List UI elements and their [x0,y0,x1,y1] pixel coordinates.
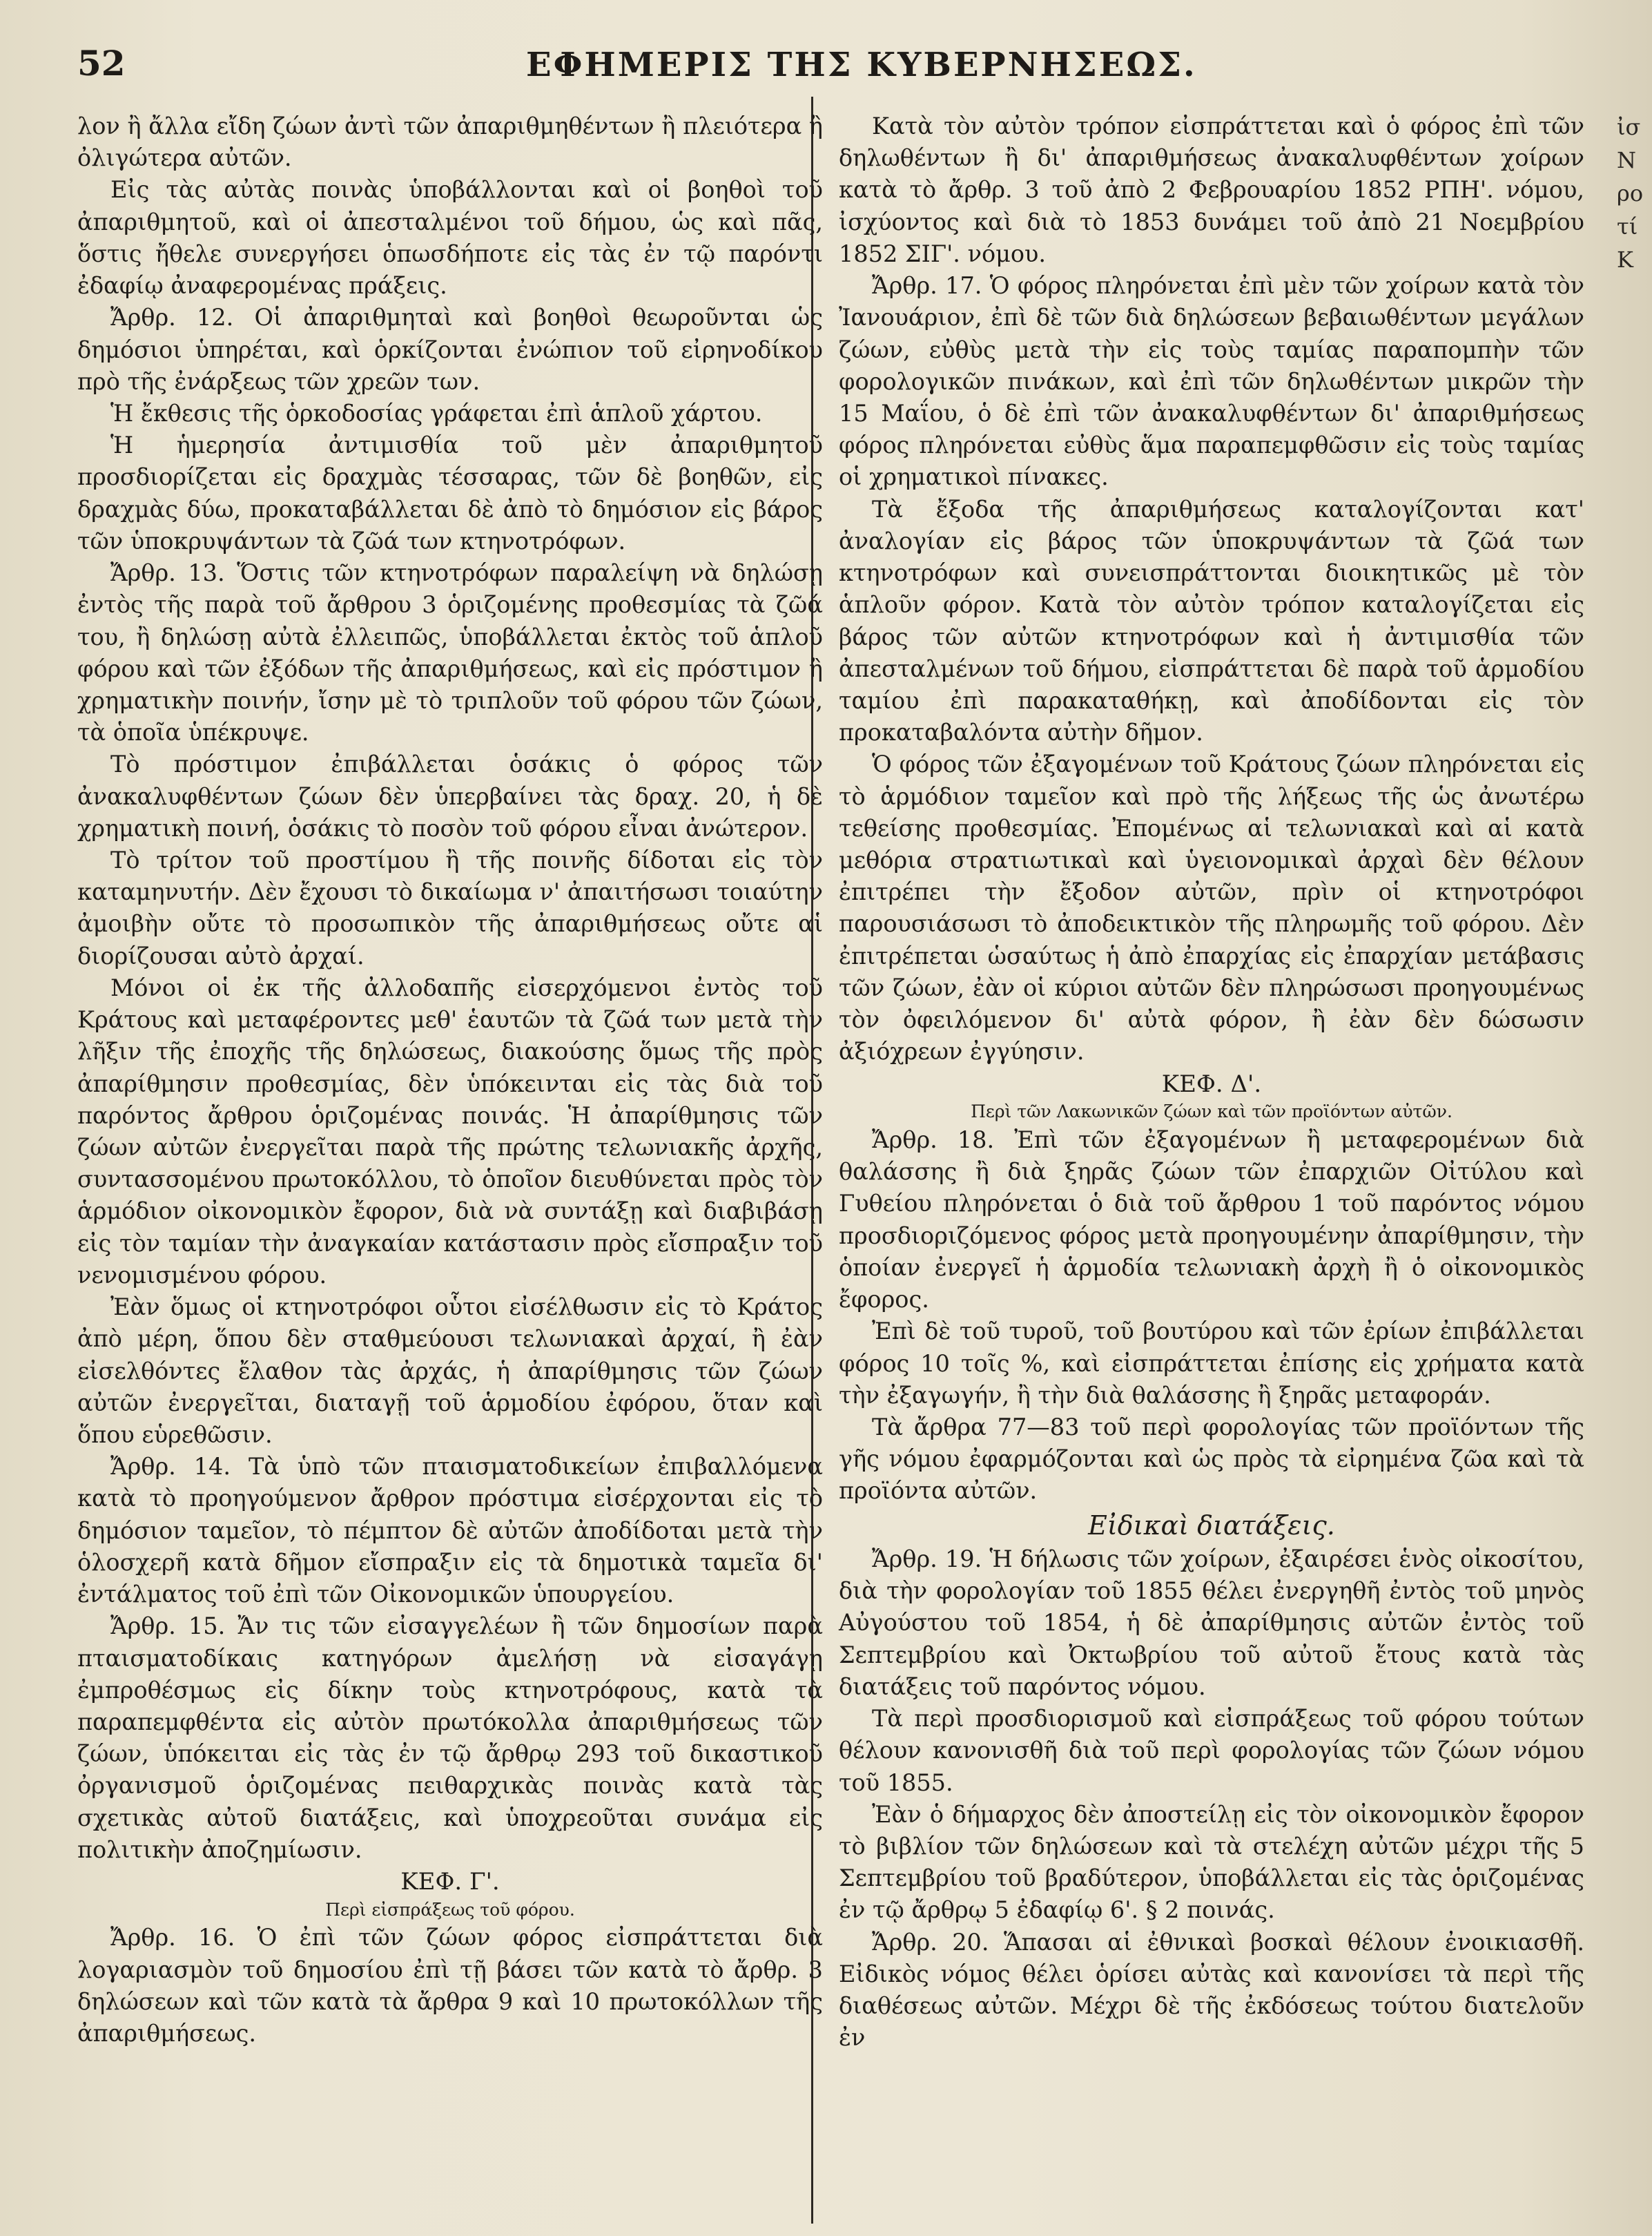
paragraph: Ἡ ἔκθεσις τῆς ὁρκοδοσίας γράφεται ἐπὶ ἁπλοῦ χάρτου. [110,399,763,427]
paragraph: Τὰ ἔξοδα τῆς ἀπαριθμήσεως καταλογίζονται κατ' ἀναλογίαν εἰς βάρος τῶν ὑποκρυψάντων τὰ ζῶά των κτηνοτρόφων καὶ συνεισπράττονται διοικητικῶς μὲ τὸν ἁπλοῦν φόρον. Κατὰ τὸν αὐτὸν τρόπον καταλογίζεται εἰς βάρος τῶν αὐτῶν κτηνοτρόφων καὶ ἡ ἀντιμισθία τῶν ἀπεσταλμένων τοῦ δήμου, εἰσπράττεται δὲ παρὰ τοῦ ἁρμοδίου ταμίου ἐπὶ παρακαταθήκῃ, καὶ ἀποδίδονται εἰς τὸν προκαταβαλόντα αὐτὴν δῆμον. [839,495,1584,746]
chapter-subtitle: Περὶ εἰσπράξεως τοῦ φόρου. [325,1899,575,1920]
edge-fragment: Κ [1617,247,1633,273]
paragraph: Τὸ πρόστιμον ἐπιβάλλεται ὁσάκις ὁ φόρος τῶν ἀνακαλυφθέντων ζώων δὲν ὑπερβαίνει τὰς δραχ. 20, ἡ δὲ χρηματικὴ ποινή, ὁσάκις τὸ ποσὸν τοῦ φόρου εἶναι ἀνώτερον. [77,751,823,842]
paragraph: Ἐὰν ὅμως οἱ κτηνοτρόφοι οὗτοι εἰσέλθωσιν εἰς τὸ Κράτος ἀπὸ μέρη, ὅπου δὲν σταθμεύουσι τελωνιακαὶ ἀρχαί, ἢ ἐὰν εἰσελθόντες ἔλαθον τὰς ἀρχάς, ἡ ἀπαρίθμησις τῶν ζώων αὐτῶν ἐνεργεῖται, διαταγῇ τοῦ ἁρμοδίου ἐφόρου, ὅταν καὶ ὅπου εὑρεθῶσιν. [77,1293,823,1448]
edge-fragment: ἰσ [1617,114,1641,140]
paragraph: Ἄρθρ. 20. Ἅπασαι αἱ ἐθνικαὶ βοσκαὶ θέλουν ἐνοικιασθῆ. Εἰδικὸς νόμος θέλει ὁρίσει αὐτὰς καὶ κανονίσει τὰ περὶ τῆς διαθέσεως αὐτῶν. Μέχρι δὲ τῆς ἐκδόσεως τούτου διατελοῦν ἐν [839,1928,1584,2052]
paragraph: λον ἢ ἄλλα εἴδη ζώων ἀντὶ τῶν ἀπαριθμηθέντων ἢ πλειότερα ἢ ὀλιγώτερα αὐτῶν. [77,113,823,172]
page-header [77,43,1541,93]
page-title: ΕΦΗΜΕΡΙΣ ΤΗΣ ΚΥΒΕΡΝΗΣΕΩΣ. [526,46,1197,84]
paragraph: Ἄρθρ. 18. Ἐπὶ τῶν ἐξαγομένων ἢ μεταφερομένων διὰ θαλάσσης ἢ διὰ ξηρᾶς ζώων τῶν ἐπαρχιῶν Οἰτύλου καὶ Γυθείου πληρόνεται ὁ διὰ τοῦ ἄρθρου 1 τοῦ παρόντος νόμου προσδιοριζόμενος φόρος μετὰ προηγουμένην ἀπαρίθμησιν, τὴν ὁποίαν ἐνεργεῖ ἡ ἁρμοδία τελωνιακὴ ἀρχὴ ἢ ὁ οἰκονομικὸς ἔφορος. [839,1126,1584,1313]
paragraph: Ὁ φόρος τῶν ἐξαγομένων τοῦ Κράτους ζώων πληρόνεται εἰς τὸ ἁρμόδιον ταμεῖον καὶ πρὸ τῆς λήξεως τῆς ὡς ἀνωτέρω τεθείσης προθεσμίας. Ἐπομένως αἱ τελωνιακαὶ καὶ αἱ κατὰ μεθόρια στρατιωτικαὶ καὶ ὑγειονομικαὶ ἀρχαὶ δὲν θέλουν ἐπιτρέπει τὴν ἔξοδον αὐτῶν, πρὶν οἱ κτηνοτρόφοι παρουσιάσωσι τὸ ἀποδεικτικὸν τῆς πληρωμῆς τοῦ φόρου. Δὲν ἐπιτρέπεται ὡσαύτως ἡ ἀπὸ ἐπαρχίας εἰς ἐπαρχίαν μετάβασις τῶν ζώων, ἐὰν οἱ κύριοι αὐτῶν δὲν πληρώσωσι προηγουμένως τὸν ὀφειλόμενον δι' αὐτὰ φόρον, ἢ ἐὰν δὲν δώσωσιν ἀξιόχρεων ἐγγύησιν. [839,751,1584,1066]
left-column [77,110,823,2050]
paragraph: Τὰ ἄρθρα 77—83 τοῦ περὶ φορολογίας τῶν προϊόντων τῆς γῆς νόμου ἐφαρμόζονται καὶ ὡς πρὸς τὰ εἰρημένα ζῶα καὶ τὰ προϊόντα αὐτῶν. [839,1413,1584,1505]
chapter-subtitle: Περὶ τῶν Λακωνικῶν ζώων καὶ τῶν προϊόντων αὐτῶν. [971,1101,1452,1122]
paragraph: Κατὰ τὸν αὐτὸν τρόπον εἰσπράττεται καὶ ὁ φόρος ἐπὶ τῶν δηλωθέντων ἢ δι' ἀπαριθμήσεως ἀνακαλυφθέντων χοίρων κατὰ τὸ ἄρθρ. 3 τοῦ ἀπὸ 2 Φεβρουαρίου 1852 ΡΠΗ'. νόμου, ἰσχύοντος καὶ διὰ τὸ 1853 δυνάμει τοῦ ἀπὸ 21 Νοεμβρίου 1852 ΣΙΓ'. νόμου. [839,113,1584,267]
paragraph: Ἄρθρ. 14. Τὰ ὑπὸ τῶν πταισματοδικείων ἐπιβαλλόμενα κατὰ τὸ προηγούμενον ἄρθρον πρόστιμα εἰσέρχονται εἰς τὸ δημόσιον ταμεῖον, τὸ πέμπτον δὲ αὐτῶν ἀποδίδοται μετὰ τὴν ὁλοσχερῆ κατὰ δῆμον εἴσπραξιν εἰς τὰ δημοτικὰ ταμεῖα δι' ἐντάλματος τοῦ ἐπὶ τῶν Οἰκονομικῶν ὑπουργείου. [77,1453,823,1608]
paragraph: Ἄρθρ. 12. Οἱ ἀπαριθμηταὶ καὶ βοηθοὶ θεωροῦνται ὡς δημόσιοι ὑπηρέται, καὶ ὁρκίζονται ἐνώπιον τοῦ εἰρηνοδίκου πρὸ τῆς ἐνάρξεως τῶν χρεῶν των. [77,304,823,395]
chapter-title: ΚΕΦ. Δ'. [1161,1070,1262,1098]
adjacent-page-edge [1617,110,1650,276]
paragraph: Ἄρθρ. 13. Ὅστις τῶν κτηνοτρόφων παραλείψη νὰ δηλώσῃ ἐντὸς τῆς παρὰ τοῦ ἄρθρου 3 ὁριζομένης προθεσμίας τὰ ζῶά του, ἢ δηλώσῃ αὐτὰ ἐλλειπῶς, ὑποβάλλεται ἐκτὸς τοῦ ἁπλοῦ φόρου καὶ τῶν ἐξόδων τῆς ἀπαριθμήσεως, καὶ εἰς πρόστιμον ἢ χρηματικὴν ποινήν, ἴσην μὲ τὸ τριπλοῦν τοῦ φόρου τῶν ζώων, τὰ ὁποῖα ὑπέκρυψε. [77,559,823,746]
right-column [839,110,1584,2054]
edge-fragment: ρο [1617,180,1644,206]
paragraph: Ἐὰν ὁ δήμαρχος δὲν ἀποστείλῃ εἰς τὸν οἰκονομικὸν ἔφορον τὸ βιβλίον τῶν δηλώσεων καὶ τὰ στελέχη αὐτῶν μέχρι τῆς 5 Σεπτεμβρίου τοῦ βραδύτερον, ὑποβάλλεται εἰς τὰς ὁριζομένας ἐν τῷ ἄρθρῳ 5 ἐδαφίῳ 6'. § 2 ποινάς. [839,1800,1584,1924]
section-title: Εἰδικαὶ διατάξεις. [1088,1510,1335,1541]
page-number: 52 [77,43,126,84]
paragraph: Τὰ περὶ προσδιορισμοῦ καὶ εἰσπράξεως τοῦ φόρου τούτων θέλουν κανονισθῆ διὰ τοῦ περὶ φορολογίας τῶν ζώων νόμου τοῦ 1855. [839,1705,1584,1796]
paragraph: Ἡ ἡμερησία ἀντιμισθία τοῦ μὲν ἀπαριθμητοῦ προσδιορίζεται εἰς δραχμὰς τέσσαρας, τῶν δὲ βοηθῶν, εἰς δραχμὰς δύω, προκαταβάλλεται δὲ ἀπὸ τὸ δημόσιον εἰς βάρος τῶν ὑποκρυψάντων τὰ ζῶά των κτηνοτρόφων. [77,432,823,555]
paragraph: Τὸ τρίτον τοῦ προστίμου ἢ τῆς ποινῆς δίδοται εἰς τὸν καταμηνυτήν. Δὲν ἔχουσι τὸ δικαίωμα ν' ἀπαιτήσωσι τοιαύτην ἀμοιβὴν οὔτε τὸ προσωπικὸν τῆς ἀπαριθμήσεως οὔτε αἱ διορίζουσαι αὐτὸ ἀρχαί. [77,847,823,970]
paragraph: Ἄρθρ. 17. Ὁ φόρος πληρόνεται ἐπὶ μὲν τῶν χοίρων κατὰ τὸν Ἰανουάριον, ἐπὶ δὲ τῶν διὰ δηλώσεων βεβαιωθέντων μεγάλων ζώων, εὐθὺς μετὰ τὴν εἰς τοὺς ταμίας παραπομπὴν τῶν φορολογικῶν πινάκων, καὶ ἐπὶ τῶν δηλωθέντων μικρῶν τὴν 15 Μαΐου, ὁ δὲ ἐπὶ τῶν ἀνακαλυφθέντων δι' ἀπαριθμήσεως φόρος πληρόνεται εὐθὺς ἅμα παραπεμφθῶσιν εἰς τοὺς ταμίας οἱ χρηματικοὶ πίνακες. [839,272,1584,491]
paragraph: Ἄρθρ. 19. Ἡ δήλωσις τῶν χοίρων, ἐξαιρέσει ἑνὸς οἰκοσίτου, διὰ τὴν φορολογίαν τοῦ 1855 θέλει ἐνεργηθῆ ἐντὸς τοῦ μηνὸς Αὐγούστου τοῦ 1854, ἡ δὲ ἀπαρίθμησις αὐτῶν ἐντὸς τοῦ Σεπτεμβρίου καὶ Ὀκτωβρίου τοῦ αὐτοῦ ἔτους κατὰ τὰς διατάξεις τοῦ παρόντος νόμου. [839,1545,1584,1700]
paragraph: Ἄρθρ. 16. Ὁ ἐπὶ τῶν ζώων φόρος εἰσπράττεται διὰ λογαριασμὸν τοῦ δημοσίου ἐπὶ τῇ βάσει τῶν κατὰ τὸ ἄρθρ. 3 δηλώσεων καὶ τῶν κατὰ τὰ ἄρθρα 9 καὶ 10 πρωτοκόλλων τῆς ἀπαριθμήσεως. [77,1924,823,2047]
paragraph: Εἰς τὰς αὐτὰς ποινὰς ὑποβάλλονται καὶ οἱ βοηθοὶ τοῦ ἀπαριθμητοῦ, καὶ οἱ ἀπεσταλμένοι τοῦ δήμου, ὡς καὶ πᾶς, ὅστις ἤθελε συνεργήσει ὁπωσδήποτε εἰς τὰς ἐν τῷ παρόντι ἐδαφίῳ ἀναφερομένας πράξεις. [77,176,823,300]
paragraph: Ἄρθρ. 15. Ἄν τις τῶν εἰσαγγελέων ἢ τῶν δημοσίων παρὰ πταισματοδίκαις κατηγόρων ἀμελήσῃ νὰ εἰσαγάγῃ ἐμπροθέσμως εἰς δίκην τοὺς κτηνοτρόφους, κατὰ τὰ παραπεμφθέντα εἰς αὐτὸν πρωτόκολλα ἀπαριθμήσεως τῶν ζώων, ὑπόκειται εἰς τὰς ἐν τῷ ἄρθρῳ 293 τοῦ δικαστικοῦ ὀργανισμοῦ ὁριζομένας πειθαρχικὰς ποινὰς κατὰ τὰς σχετικὰς αὐτοῦ διατάξεις, καὶ ὑποχρεοῦται συνάμα εἰς πολιτικὴν ἀποζημίωσιν. [77,1612,823,1863]
paragraph: Ἐπὶ δὲ τοῦ τυροῦ, τοῦ βουτύρου καὶ τῶν ἐρίων ἐπιβάλλεται φόρος 10 τοῖς %, καὶ εἰσπράττεται ἐπίσης εἰς χρήματα κατὰ τὴν ἐξαγωγήν, ἢ τὴν διὰ θαλάσσης ἢ ξηρᾶς μεταφοράν. [839,1318,1584,1409]
edge-fragment: τί [1617,213,1638,240]
chapter-title: ΚΕΦ. Γ'. [400,1868,500,1896]
edge-fragment: Ν [1617,147,1636,173]
paragraph: Μόνοι οἱ ἐκ τῆς ἀλλοδαπῆς εἰσερχόμενοι ἐντὸς τοῦ Κράτους καὶ μεταφέροντες μεθ' ἑαυτῶν τὰ ζῶά των μετὰ τὴν λῆξιν τῆς ἐποχῆς τῆς δηλώσεως, διακούσης ὅμως τῆς πρὸς ἀπαρίθμησιν προθεσμίας, δὲν ὑπόκεινται εἰς τὰς διὰ τοῦ παρόντος ἄρθρου ὁριζομένας ποινάς. Ἡ ἀπαρίθμησις τῶν ζώων αὐτῶν ἐνεργεῖται παρὰ τῆς πρώτης τελωνιακῆς ἀρχῆς, συντασσομένου πρωτοκόλλου, τὸ ὁποῖον διευθύνεται πρὸς τὸν ἁρμόδιον οἰκονομικὸν ἔφορον, διὰ νὰ συντάξῃ καὶ διαβιβάσῃ εἰς τὸν ταμίαν τὴν ἀναγκαίαν κατάστασιν πρὸς εἴσπραξιν τοῦ νενομισμένου φόρου. [77,974,823,1289]
